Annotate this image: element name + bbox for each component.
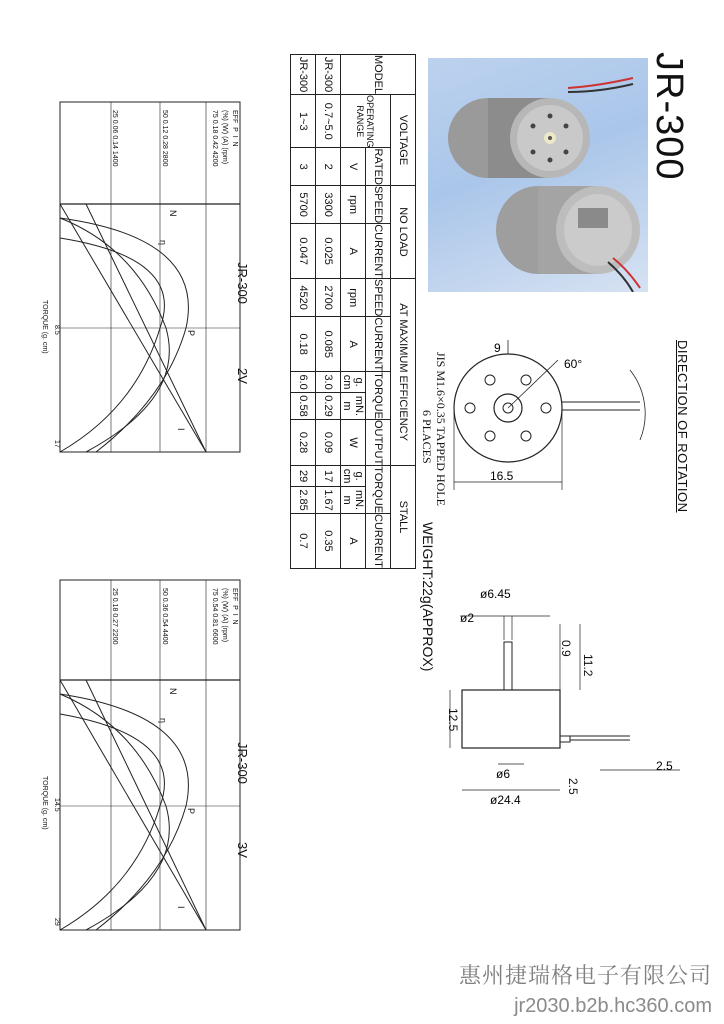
tick: 0.54 <box>211 597 218 612</box>
table-cell: 29 <box>291 466 316 487</box>
unit-n: (rpm) <box>221 625 228 643</box>
unit-cell: g. cm <box>341 466 366 487</box>
table-cell: 0.18 <box>291 317 316 372</box>
unit-cell: rpm <box>341 185 366 223</box>
spec-table <box>290 54 416 569</box>
unit-eff: (%) <box>221 588 228 599</box>
header-output: OUTPUT <box>366 419 391 465</box>
header-model: MODEL <box>341 55 416 95</box>
header-stall: STALL <box>391 466 416 569</box>
table-cell: 0.7~5.0 <box>316 95 341 148</box>
header-current: CURRENT <box>366 224 391 279</box>
tick: 0.27 <box>111 613 118 627</box>
axis-i: I <box>231 135 238 138</box>
table-cell: 0.085 <box>316 317 341 372</box>
curve-eta-label: η <box>158 240 168 246</box>
weight-note: WEIGHT:22g(APPROX) <box>420 522 436 672</box>
axis-p: P <box>231 605 238 610</box>
dim-11-2: 11.2 <box>581 654 595 677</box>
header-no-load: NO LOAD <box>391 185 416 278</box>
tick: 0.42 <box>211 135 218 149</box>
axis-eff: EFF <box>231 110 238 124</box>
curve-i-label: I <box>176 906 186 909</box>
curve-i-label: I <box>176 428 186 431</box>
table-cell: 0.35 <box>316 514 341 569</box>
chart-2v-units <box>221 110 228 164</box>
chart-2v-tick-row <box>211 110 218 166</box>
table-cell: 0.29 <box>316 393 341 420</box>
table-cell: 2700 <box>316 279 341 317</box>
chart-2v-tick-row <box>111 110 118 166</box>
table-cell: 1~3 <box>291 95 316 148</box>
tick: 1400 <box>111 150 118 167</box>
chart-3v-voltage: 3V <box>235 842 250 858</box>
table-cell: 0.09 <box>316 419 341 465</box>
dim-16-5: 16.5 <box>490 469 514 483</box>
url-watermark: jr2030.b2b.hc360.com <box>514 995 712 1017</box>
curve-p-label: P <box>186 330 196 337</box>
unit-cell: g. cm <box>341 372 366 393</box>
tick: 6600 <box>211 628 218 645</box>
tick: 2200 <box>111 628 118 645</box>
unit-cell: V <box>341 148 366 185</box>
table-cell: JR-300 <box>291 55 316 95</box>
tick: 2800 <box>161 150 168 167</box>
unit-cell: A <box>341 317 366 372</box>
dim-6: ø6 <box>496 767 511 781</box>
table-row <box>291 55 316 569</box>
unit-cell: A <box>341 514 366 569</box>
axis-eff: EFF <box>231 588 238 602</box>
model-title: JR-300 <box>648 52 690 181</box>
chart-2v-voltage: 2V <box>235 368 250 384</box>
chart-3v-torque-tick-1: 14.5 <box>53 798 60 812</box>
curve-p-label: P <box>186 808 196 815</box>
header-current: CURRENT <box>366 317 391 372</box>
tick: 75 <box>211 110 218 118</box>
chart-3v-model: JR-300 <box>235 742 250 784</box>
side-view-drawing <box>430 580 690 810</box>
dim-12-5: 12.5 <box>446 708 460 732</box>
table-cell: 3 <box>291 148 316 185</box>
jis-tapped-hole-note: JIS M1.6×0.35 TAPPED HOLE <box>434 352 448 506</box>
tick: 0.54 <box>161 613 168 627</box>
header-operating-range: OPERATING RANGE <box>341 95 391 148</box>
chart-3v-header <box>231 588 238 625</box>
unit-cell: W <box>341 419 366 465</box>
header-torque: TORQUE <box>366 466 391 514</box>
tick: 75 <box>211 588 218 596</box>
tick: 0.18 <box>111 597 118 612</box>
tick: 50 <box>161 588 168 596</box>
dim-9: 9 <box>494 341 501 355</box>
tick: 0.14 <box>111 135 118 149</box>
tick: 4200 <box>211 150 218 167</box>
header-rated: RATED <box>366 148 391 185</box>
front-view-drawing <box>440 330 680 500</box>
header-torque: TORQUE <box>366 372 391 420</box>
table-cell: 2 <box>316 148 341 185</box>
table-cell: 3.0 <box>316 372 341 393</box>
chart-2v-header <box>231 110 238 147</box>
tick: 4400 <box>161 628 168 645</box>
table-cell: 2.85 <box>291 487 316 514</box>
table-cell: 5700 <box>291 185 316 223</box>
tick: 25 <box>111 110 118 118</box>
dim-24-4: ø24.4 <box>490 793 521 807</box>
table-cell: 1.67 <box>316 487 341 514</box>
rotation-direction-label: DIRECTION OF ROTATION <box>675 340 690 513</box>
unit-i: (A) <box>221 136 228 146</box>
tick: 0.81 <box>211 613 218 627</box>
tick: 50 <box>161 110 168 118</box>
axis-n: N <box>231 141 238 147</box>
chart-2v-xlabel: TORQUE (g. cm) <box>41 300 48 354</box>
chart-3v-tick-row <box>211 588 218 644</box>
chart-2v-model: JR-300 <box>235 262 250 304</box>
tick: 25 <box>111 588 118 596</box>
unit-cell: mN. m <box>341 393 366 420</box>
table-row <box>316 55 341 569</box>
table-cell: 17 <box>316 466 341 487</box>
motor-photo <box>428 58 648 292</box>
axis-i: I <box>231 613 238 616</box>
dim-2: ø2 <box>460 611 475 625</box>
chart-2v-tick-row <box>161 110 168 166</box>
unit-cell: A <box>341 224 366 279</box>
unit-i: (A) <box>221 614 228 624</box>
tick: 0.18 <box>211 119 218 134</box>
curve-n-label: N <box>168 688 178 695</box>
header-speed: SPEED <box>366 279 391 317</box>
tick: 0.12 <box>161 119 168 134</box>
dim-0-9: 0.9 <box>559 640 573 657</box>
table-cell: 6.0 <box>291 372 316 393</box>
chart-3v-units <box>221 588 228 642</box>
places-note: 6 PLACES <box>420 410 434 464</box>
axis-n: N <box>231 619 238 625</box>
header-current: CURRENT <box>366 514 391 569</box>
chart-3v-tick-row <box>111 588 118 644</box>
chart-3v-xlabel: TORQUE (g. cm) <box>41 776 48 830</box>
dim-60-deg: 60° <box>564 357 583 371</box>
header-max-efficiency: AT MAXIMUM EFFICIENCY <box>391 279 416 466</box>
curve-eta-label: η <box>158 718 168 724</box>
curve-n-label: N <box>168 210 178 217</box>
table-cell: 0.28 <box>291 419 316 465</box>
unit-cell: mN. m <box>341 487 366 514</box>
table-cell: 0.025 <box>316 224 341 279</box>
company-watermark: 惠州捷瑞格电子有限公司 <box>458 963 712 988</box>
unit-cell: rpm <box>341 279 366 317</box>
dim-2-5-lead: 2.5 <box>656 759 673 773</box>
header-speed: SPEED <box>366 185 391 223</box>
axis-p: P <box>231 127 238 132</box>
table-cell: 4520 <box>291 279 316 317</box>
chart-3v-tick-row <box>161 588 168 644</box>
header-voltage: VOLTAGE <box>391 95 416 186</box>
unit-n: (rpm) <box>221 147 228 165</box>
table-cell: 0.58 <box>291 393 316 420</box>
chart-2v-torque-tick-2: 17 <box>53 440 60 448</box>
table-cell: 0.7 <box>291 514 316 569</box>
dim-6-45: ø6.45 <box>480 587 511 601</box>
chart-2v-torque-tick-1: 8.5 <box>53 325 60 335</box>
unit-p: (W) <box>221 122 228 135</box>
table-cell: 3300 <box>316 185 341 223</box>
tick: 0.36 <box>161 597 168 612</box>
table-cell: 0.047 <box>291 224 316 279</box>
dim-2-5-pin: 2.5 <box>566 778 580 795</box>
motor-illustration <box>428 58 648 292</box>
table-cell: JR-300 <box>316 55 341 95</box>
tick: 0.06 <box>111 119 118 134</box>
unit-p: (W) <box>221 600 228 613</box>
tick: 0.28 <box>161 135 168 149</box>
chart-3v-torque-tick-2: 29 <box>53 918 60 926</box>
unit-eff: (%) <box>221 110 228 121</box>
